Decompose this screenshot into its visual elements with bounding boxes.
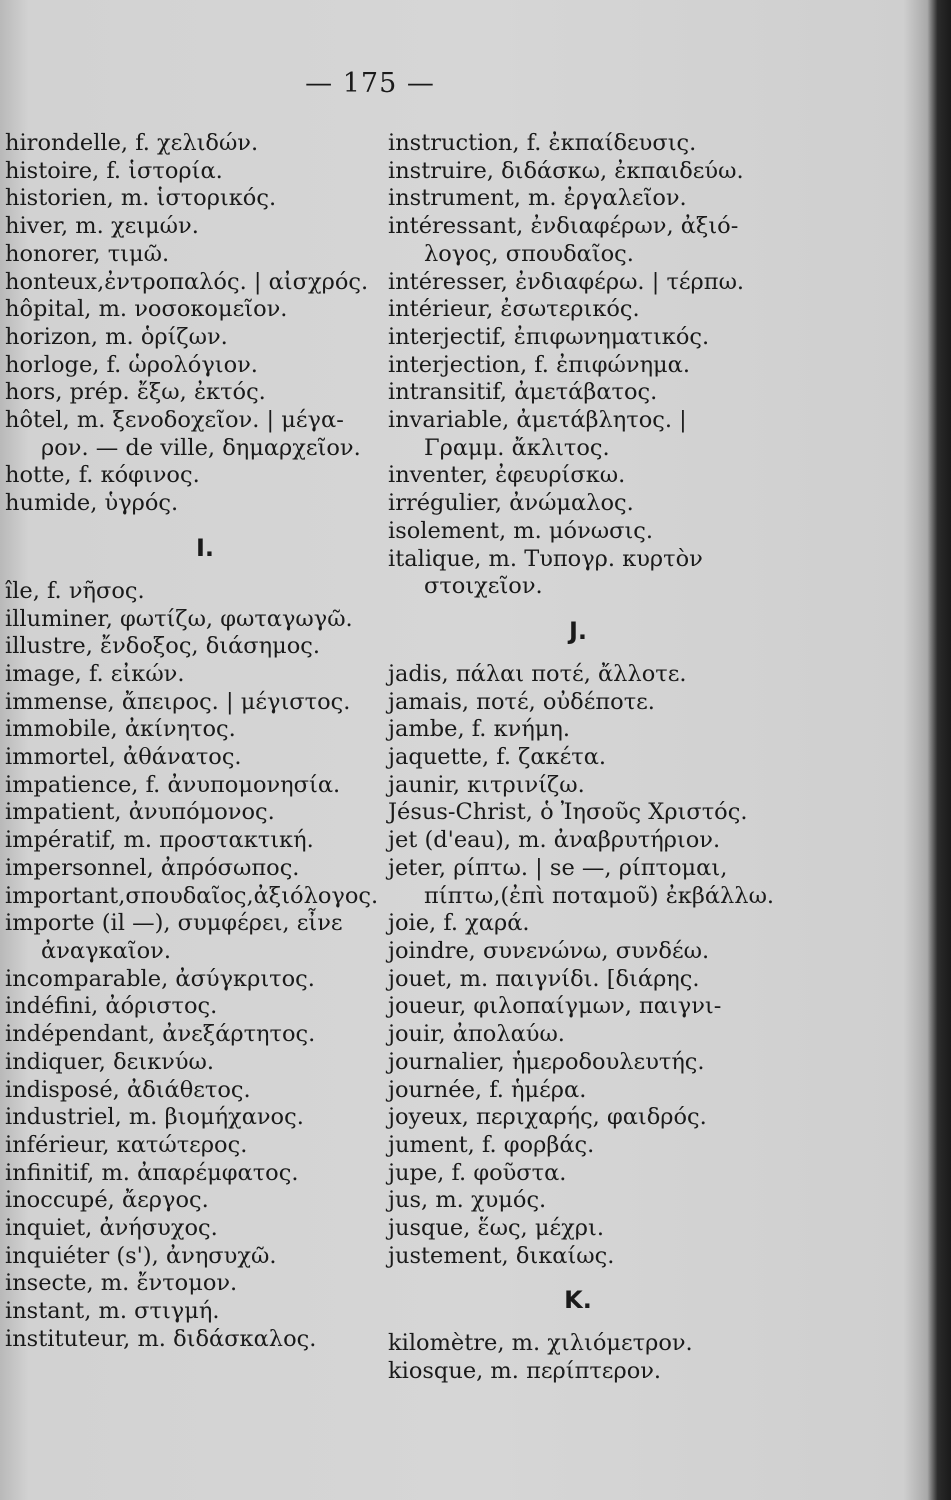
dictionary-entry: indépendant, ἀνεξάρτητος.	[5, 1021, 316, 1048]
dictionary-entry: indiquer, δεικνύω.	[5, 1048, 215, 1075]
dictionary-entry: Jésus-Christ, ὁ Ἰησοῦς Χριστός.	[388, 799, 748, 826]
section-letter-heading: K.	[564, 1286, 592, 1315]
dictionary-entry: isolement, m. μόνωσις.	[388, 517, 654, 544]
dictionary-entry: important,σπουδαῖος,ἀξιόλογος.	[5, 882, 379, 909]
dictionary-entry: jument, f. φορβάς.	[388, 1131, 595, 1158]
dictionary-entry: infinitif, m. ἀπαρέμφατος.	[5, 1159, 299, 1186]
section-letter-heading: I.	[195, 533, 215, 562]
dictionary-entry: instruire, διδάσκω, ἐκπαιδεύω.	[388, 157, 744, 184]
dictionary-entry: insecte, m. ἔντομον.	[5, 1270, 238, 1297]
dictionary-entry: jaquette, f. ζακέτα.	[388, 744, 607, 771]
dictionary-entry: joindre, συνενώνω, συνδέω.	[388, 937, 710, 964]
dictionary-entry-continuation: ρον. — de ville, δημαρχεῖον.	[41, 434, 361, 461]
dictionary-entry: importe (il —), συμφέρει, εἶνε	[5, 910, 343, 937]
dictionary-entry: impersonnel, ἀπρόσωπος.	[5, 854, 300, 881]
dictionary-entry: irrégulier, ἀνώμαλος.	[388, 490, 634, 517]
dictionary-entry: historien, m. ἱστορικός.	[5, 185, 277, 212]
dictionary-entry: intérieur, ἐσωτερικός.	[388, 296, 640, 323]
dictionary-entry: instruction, f. ἐκπαίδευσις.	[388, 130, 697, 156]
dictionary-entry: immobile, ἀκίνητος.	[5, 716, 236, 743]
right-column	[388, 130, 775, 1386]
dictionary-entry: justement, δικαίως.	[388, 1242, 615, 1269]
dictionary-entry: jeter, ρίπτω. | se —, ρίπτομαι,	[388, 854, 728, 881]
dictionary-entry: interjection, f. ἐπιφώνημα.	[388, 351, 691, 378]
dictionary-entry: incomparable, ἀσύγκριτος.	[5, 965, 315, 992]
dictionary-entry-continuation: ἀναγκαῖον.	[41, 937, 171, 964]
dictionary-entry: jouet, m. παιγνίδι. [διάρης.	[388, 965, 700, 992]
dictionary-entry: italique, m. Τυπογρ. κυρτὸν	[388, 545, 703, 572]
dictionary-entry: hotte, f. κόφινος.	[5, 462, 200, 489]
dictionary-entry: hôpital, m. νοσοκομεῖον.	[5, 296, 288, 323]
dictionary-entry: hors, prép. ἔξω, ἐκτός.	[5, 379, 266, 406]
section-letter-heading: J.	[568, 616, 588, 645]
dictionary-entry: impatient, ἀνυπόμονος.	[5, 799, 275, 826]
dictionary-entry: hirondelle, f. χελιδών.	[5, 130, 259, 156]
left-column	[5, 130, 385, 1354]
dictionary-entry: honorer, τιμῶ.	[5, 240, 170, 267]
dictionary-entry: inquiéter (s'), ἀνησυχῶ.	[5, 1242, 277, 1269]
dictionary-entry: jouir, ἀπολαύω.	[388, 1021, 565, 1048]
dictionary-entry: joie, f. χαρά.	[388, 910, 530, 937]
dictionary-entry: illuminer, φωτίζω, φωταγωγῶ.	[5, 605, 353, 632]
dictionary-entry: joueur, φιλοπαίγμων, παιγνι-	[388, 993, 722, 1020]
dictionary-entry: industriel, m. βιομήχανος.	[5, 1104, 304, 1131]
dictionary-entry: jupe, f. φοῦστα.	[388, 1159, 567, 1186]
dictionary-entry: horizon, m. ὁρίζων.	[5, 323, 228, 350]
dictionary-entry: histoire, f. ἱστορία.	[5, 157, 223, 184]
dictionary-entry: illustre, ἔνδοξος, διάσημος.	[5, 633, 321, 660]
dictionary-entry: journalier, ἡμεροδουλευτής.	[388, 1048, 705, 1075]
dictionary-entry: kilomètre, m. χιλιόμετρον.	[388, 1330, 693, 1357]
dictionary-entry: inférieur, κατώτερος.	[5, 1131, 248, 1158]
page-number: — 175 —	[305, 68, 435, 99]
dictionary-entry: impératif, m. προστακτική.	[5, 827, 314, 854]
dictionary-entry: instrument, m. ἐργαλεῖον.	[388, 185, 687, 212]
dictionary-entry: immortel, ἀθάνατος.	[5, 744, 242, 771]
dictionary-entry: jet (d'eau), m. ἀναβρυτήριον.	[388, 827, 721, 854]
dictionary-entry: horloge, f. ὡρολόγιον.	[5, 351, 258, 378]
dictionary-entry-continuation: λογος, σπουδαῖος.	[424, 240, 634, 267]
dictionary-entry: jamais, ποτέ, οὐδέποτε.	[388, 688, 655, 715]
dictionary-entry: jus, m. χυμός.	[388, 1187, 547, 1214]
dictionary-entry: inventer, ἐφευρίσκω.	[388, 462, 626, 489]
dictionary-entry: immense, ἄπειρος. | μέγιστος.	[5, 688, 351, 715]
dictionary-entry: instituteur, m. διδάσκαλος.	[5, 1325, 317, 1352]
dictionary-entry: journée, f. ἡμέρα.	[388, 1076, 587, 1103]
dictionary-entry-continuation: Γραμμ. ἄκλιτος.	[424, 434, 610, 461]
dictionary-entry: kiosque, m. περίπτερον.	[388, 1358, 662, 1385]
dictionary-entry: île, f. νῆσος.	[5, 577, 145, 604]
dictionary-entry: jambe, f. κνήμη.	[388, 716, 571, 743]
dictionary-entry: invariable, ἀμετάβλητος. |	[388, 407, 687, 434]
dictionary-entry: instant, m. στιγμή.	[5, 1298, 220, 1325]
dictionary-entry-continuation: στοιχεῖον.	[424, 573, 543, 600]
dictionary-entry: humide, ὑγρός.	[5, 490, 179, 517]
dictionary-entry: indisposé, ἀδιάθετος.	[5, 1076, 251, 1103]
dictionary-entry: image, f. εἰκών.	[5, 660, 185, 687]
dictionary-entry: intéresser, ἐνδιαφέρω. | τέρπω.	[388, 268, 745, 295]
dictionary-entry: indéfini, ἀόριστος.	[5, 993, 218, 1020]
dictionary-entry: hôtel, m. ξενοδοχεῖον. | μέγα-	[5, 407, 344, 434]
dictionary-entry: honteux,ἐντροπαλός. | αἰσχρός.	[5, 268, 369, 295]
dictionary-entry: inquiet, ἀνήσυχος.	[5, 1215, 218, 1242]
dictionary-entry: intransitif, ἀμετάβατος.	[388, 379, 658, 406]
dictionary-entry: jadis, πάλαι ποτέ, ἄλλοτε.	[388, 660, 687, 687]
dictionary-entry: hiver, m. χειμών.	[5, 213, 199, 240]
dictionary-entry: inoccupé, ἄεργος.	[5, 1187, 209, 1214]
dictionary-entry: intéressant, ἐνδιαφέρων, ἀξιό-	[388, 213, 739, 240]
dictionary-entry: jusque, ἕως, μέχρι.	[388, 1215, 604, 1242]
dictionary-entry: jaunir, κιτρινίζω.	[388, 771, 585, 798]
dictionary-entry: impatience, f. ἀνυπομονησία.	[5, 771, 341, 798]
dictionary-entry: interjectif, ἐπιφωνηματικός.	[388, 323, 710, 350]
dictionary-entry: joyeux, περιχαρής, φαιδρός.	[388, 1104, 707, 1131]
dictionary-entry-continuation: πίπτω,(ἐπὶ ποταμοῦ) ἐκβάλλω.	[424, 882, 775, 909]
